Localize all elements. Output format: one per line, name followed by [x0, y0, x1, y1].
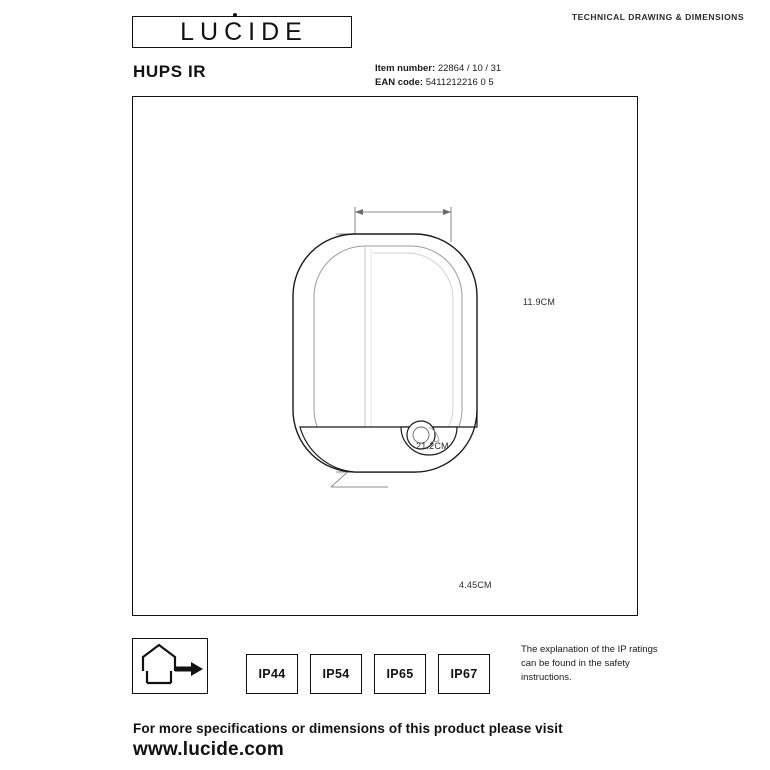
dimension-height-label: 21.2CM — [416, 441, 449, 451]
footer-text: For more specifications or dimensions of this product please visit — [133, 721, 563, 736]
ean-code-value: 5411212216 0 5 — [425, 77, 494, 88]
house-with-arrow-icon — [133, 639, 207, 693]
ean-code-label: EAN code: — [375, 77, 424, 88]
house-icon-box — [132, 638, 208, 694]
ean-code — [375, 77, 494, 88]
page-title: HUPS IR — [133, 62, 207, 81]
technical-drawing-frame — [132, 96, 638, 616]
technical-drawing-note: TECHNICAL DRAWING & DIMENSIONS — [571, 12, 744, 22]
item-number-value: 22864 / 10 / 31 — [437, 63, 502, 74]
dimension-depth-label: 4.45CM — [459, 580, 492, 590]
dimension-width-label: 11.9CM — [523, 297, 556, 307]
ip-rating-badge-2: IP65 — [374, 654, 426, 694]
footer-website-link[interactable]: www.lucide.com — [133, 739, 284, 760]
logo-text: LUCIDE — [180, 17, 308, 46]
lucide-logo — [132, 16, 352, 48]
ip-rating-badge-0: IP44 — [246, 654, 298, 694]
ip-rating-badge-3: IP67 — [438, 654, 490, 694]
ip-rating-explanation: The explanation of the IP ratings can be found in the safety instructions. — [521, 644, 658, 683]
ip-rating-badge-1: IP54 — [310, 654, 362, 694]
wall-lamp-oval-drawing — [133, 97, 637, 615]
item-number-label: Item number: — [375, 63, 436, 74]
logo-dot-icon — [233, 13, 237, 17]
item-number — [375, 63, 501, 74]
